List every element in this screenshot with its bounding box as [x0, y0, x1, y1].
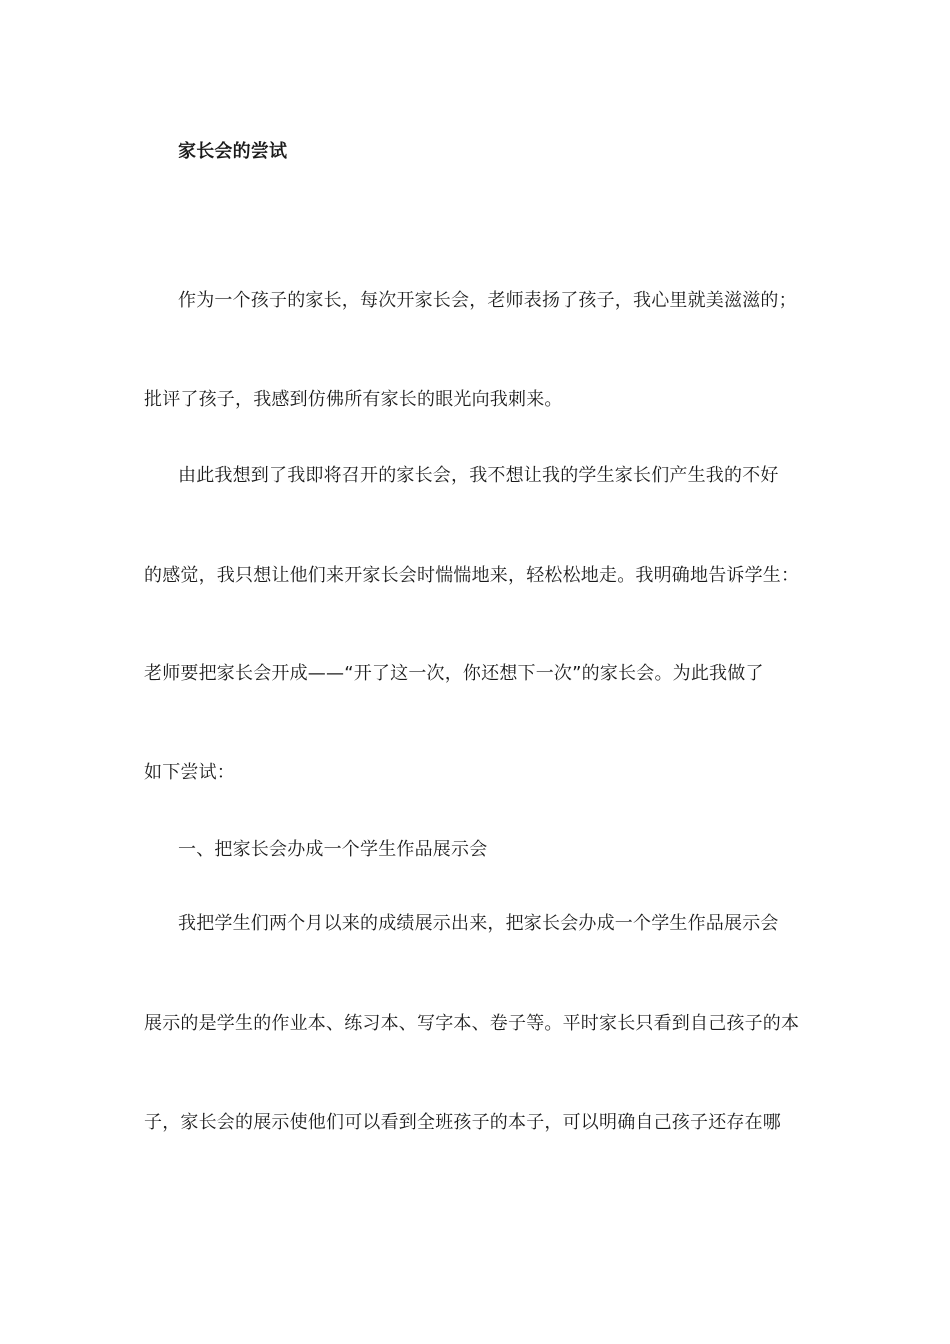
paragraph-line: 展示的是学生的作业本、练习本、写字本、卷子等。平时家长只看到自己孩子的本	[144, 1013, 800, 1034]
paragraph-line: 子，家长会的展示使他们可以看到全班孩子的本子，可以明确自己孩子还存在哪	[144, 1112, 781, 1133]
document-title: 家长会的尝试	[178, 141, 288, 162]
paragraph-line: 我把学生们两个月以来的成绩展示出来，把家长会办成一个学生作品展示会	[178, 913, 779, 934]
section-heading: 一、把家长会办成一个学生作品展示会	[178, 839, 488, 860]
paragraph-line: 如下尝试：	[144, 762, 235, 783]
paragraph-line: 作为一个孩子的家长，每次开家长会，老师表扬了孩子，我心里就美滋滋的；	[178, 290, 797, 311]
paragraph-line: 由此我想到了我即将召开的家长会，我不想让我的学生家长们产生我的不好	[178, 465, 779, 486]
paragraph-line: 的感觉，我只想让他们来开家长会时惴惴地来，轻松松地走。我明确地告诉学生：	[144, 565, 800, 586]
paragraph-line: 老师要把家长会开成——“开了这一次，你还想下一次”的家长会。为此我做了	[144, 663, 764, 684]
paragraph-line: 批评了孩子，我感到仿佛所有家长的眼光向我刺来。	[144, 389, 563, 410]
